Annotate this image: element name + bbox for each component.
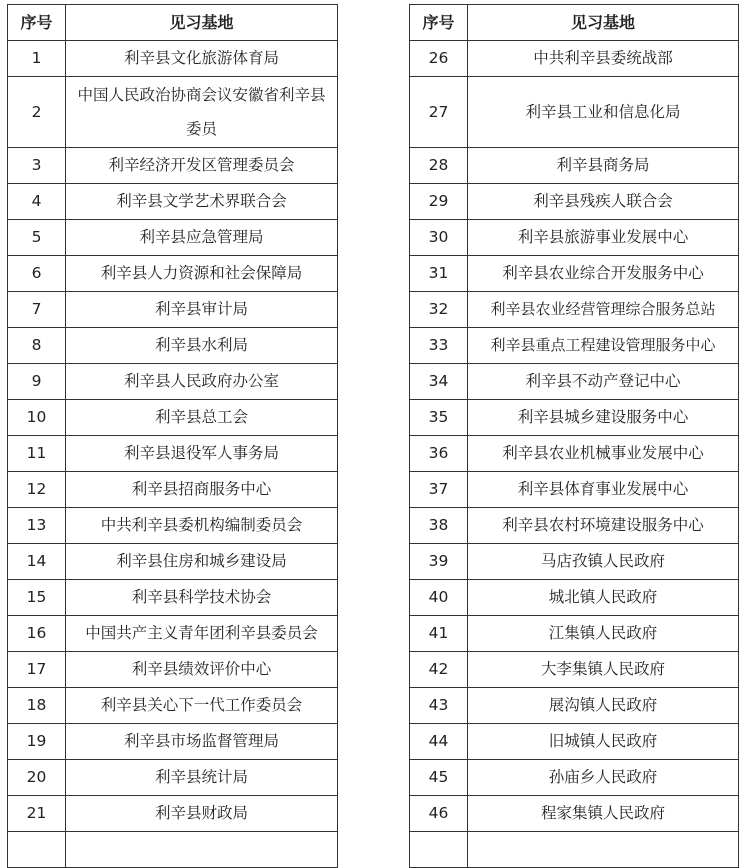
table-row — [8, 328, 338, 364]
row-number: 32 — [410, 292, 468, 328]
header-number: 序号 — [410, 5, 468, 41]
header-base: 见习基地 — [468, 5, 739, 41]
table-row — [8, 292, 338, 328]
row-base: 利辛县商务局 — [468, 148, 739, 184]
row-base: 利辛县重点工程建设管理服务中心 — [468, 328, 739, 364]
table-row — [410, 400, 739, 436]
table-row — [410, 544, 739, 580]
row-base: 城北镇人民政府 — [468, 580, 739, 616]
row-number: 38 — [410, 508, 468, 544]
row-number: 4 — [8, 184, 66, 220]
row-number: 6 — [8, 256, 66, 292]
table-row — [410, 364, 739, 400]
row-number: 29 — [410, 184, 468, 220]
row-number: 11 — [8, 436, 66, 472]
row-base: 利辛县城乡建设服务中心 — [468, 400, 739, 436]
table-row — [8, 436, 338, 472]
right-table — [409, 4, 739, 868]
table-row — [410, 436, 739, 472]
table-row — [410, 652, 739, 688]
row-number: 18 — [8, 688, 66, 724]
table-row — [410, 796, 739, 832]
table-row — [8, 616, 338, 652]
row-number: 28 — [410, 148, 468, 184]
row-number: 30 — [410, 220, 468, 256]
table-row — [410, 580, 739, 616]
row-base: 利辛县统计局 — [66, 760, 338, 796]
row-number: 34 — [410, 364, 468, 400]
row-number: 39 — [410, 544, 468, 580]
row-number: 3 — [8, 148, 66, 184]
table-row — [8, 724, 338, 760]
row-number: 43 — [410, 688, 468, 724]
row-number — [410, 832, 468, 868]
row-number: 16 — [8, 616, 66, 652]
row-base: 中共利辛县委统战部 — [468, 41, 739, 77]
row-number: 20 — [8, 760, 66, 796]
table-row — [410, 688, 739, 724]
row-number: 2 — [8, 77, 66, 148]
row-number: 21 — [8, 796, 66, 832]
row-number: 19 — [8, 724, 66, 760]
row-number: 36 — [410, 436, 468, 472]
row-base: 利辛县文学艺术界联合会 — [66, 184, 338, 220]
row-base: 大李集镇人民政府 — [468, 652, 739, 688]
row-number: 46 — [410, 796, 468, 832]
row-base: 利辛县旅游事业发展中心 — [468, 220, 739, 256]
row-base: 利辛县市场监督管理局 — [66, 724, 338, 760]
row-base: 中国共产主义青年团利辛县委员会 — [66, 616, 338, 652]
row-base: 利辛县审计局 — [66, 292, 338, 328]
row-base: 展沟镇人民政府 — [468, 688, 739, 724]
table-row — [410, 472, 739, 508]
row-base: 利辛县农业经营管理综合服务总站 — [468, 292, 739, 328]
row-base: 利辛县残疾人联合会 — [468, 184, 739, 220]
table-row — [8, 544, 338, 580]
row-number: 26 — [410, 41, 468, 77]
row-base: 孙庙乡人民政府 — [468, 760, 739, 796]
row-number: 40 — [410, 580, 468, 616]
row-number — [8, 832, 66, 868]
row-base: 程家集镇人民政府 — [468, 796, 739, 832]
row-base: 利辛县农业综合开发服务中心 — [468, 256, 739, 292]
row-number: 7 — [8, 292, 66, 328]
row-number: 33 — [410, 328, 468, 364]
table-row — [8, 220, 338, 256]
table-row — [8, 580, 338, 616]
table-row — [410, 41, 739, 77]
row-base: 利辛经济开发区管理委员会 — [66, 148, 338, 184]
row-base: 利辛县工业和信息化局 — [468, 77, 739, 148]
table-row — [410, 77, 739, 148]
row-base: 利辛县招商服务中心 — [66, 472, 338, 508]
row-base: 利辛县文化旅游体育局 — [66, 41, 338, 77]
row-number: 31 — [410, 256, 468, 292]
header-row — [8, 5, 338, 41]
row-number: 37 — [410, 472, 468, 508]
row-base: 利辛县农村环境建设服务中心 — [468, 508, 739, 544]
row-base: 江集镇人民政府 — [468, 616, 739, 652]
table-row — [8, 472, 338, 508]
table-row — [410, 616, 739, 652]
table-row — [8, 652, 338, 688]
row-number: 17 — [8, 652, 66, 688]
row-base: 利辛县总工会 — [66, 400, 338, 436]
row-base: 利辛县关心下一代工作委员会 — [66, 688, 338, 724]
row-base: 利辛县应急管理局 — [66, 220, 338, 256]
table-row — [8, 400, 338, 436]
table-row — [410, 760, 739, 796]
table-row — [8, 364, 338, 400]
table-row — [8, 508, 338, 544]
row-base: 利辛县退役军人事务局 — [66, 436, 338, 472]
table-row — [410, 328, 739, 364]
row-base: 利辛县财政局 — [66, 796, 338, 832]
row-base: 利辛县绩效评价中心 — [66, 652, 338, 688]
left-table — [7, 4, 338, 868]
row-base: 利辛县不动产登记中心 — [468, 364, 739, 400]
row-base: 利辛县农业机械事业发展中心 — [468, 436, 739, 472]
header-number: 序号 — [8, 5, 66, 41]
row-number: 45 — [410, 760, 468, 796]
table-row — [8, 77, 338, 148]
row-base: 马店孜镇人民政府 — [468, 544, 739, 580]
header-row — [410, 5, 739, 41]
row-number: 35 — [410, 400, 468, 436]
row-base — [468, 832, 739, 868]
row-number: 14 — [8, 544, 66, 580]
table-row — [410, 256, 739, 292]
row-number: 44 — [410, 724, 468, 760]
row-number: 9 — [8, 364, 66, 400]
row-base: 利辛县科学技术协会 — [66, 580, 338, 616]
row-number: 10 — [8, 400, 66, 436]
table-row-partial — [8, 832, 338, 868]
row-number: 13 — [8, 508, 66, 544]
table-row — [410, 184, 739, 220]
table-row — [8, 41, 338, 77]
table-row — [8, 184, 338, 220]
table-row-partial — [410, 832, 739, 868]
row-number: 27 — [410, 77, 468, 148]
header-base: 见习基地 — [66, 5, 338, 41]
table-row — [8, 796, 338, 832]
table-row — [410, 292, 739, 328]
row-base: 利辛县水利局 — [66, 328, 338, 364]
table-row — [8, 148, 338, 184]
row-base: 旧城镇人民政府 — [468, 724, 739, 760]
row-base — [66, 832, 338, 868]
table-row — [410, 724, 739, 760]
row-base: 利辛县体育事业发展中心 — [468, 472, 739, 508]
table-row — [8, 688, 338, 724]
table-row — [8, 256, 338, 292]
row-base: 利辛县住房和城乡建设局 — [66, 544, 338, 580]
row-number: 41 — [410, 616, 468, 652]
row-number: 5 — [8, 220, 66, 256]
row-number: 42 — [410, 652, 468, 688]
table-row — [410, 148, 739, 184]
row-number: 8 — [8, 328, 66, 364]
row-base: 利辛县人民政府办公室 — [66, 364, 338, 400]
row-number: 12 — [8, 472, 66, 508]
table-row — [410, 220, 739, 256]
table-row — [410, 508, 739, 544]
row-base: 中共利辛县委机构编制委员会 — [66, 508, 338, 544]
row-number: 15 — [8, 580, 66, 616]
row-base: 利辛县人力资源和社会保障局 — [66, 256, 338, 292]
row-number: 1 — [8, 41, 66, 77]
table-row — [8, 760, 338, 796]
row-base: 中国人民政治协商会议安徽省利辛县委员 — [66, 77, 338, 148]
